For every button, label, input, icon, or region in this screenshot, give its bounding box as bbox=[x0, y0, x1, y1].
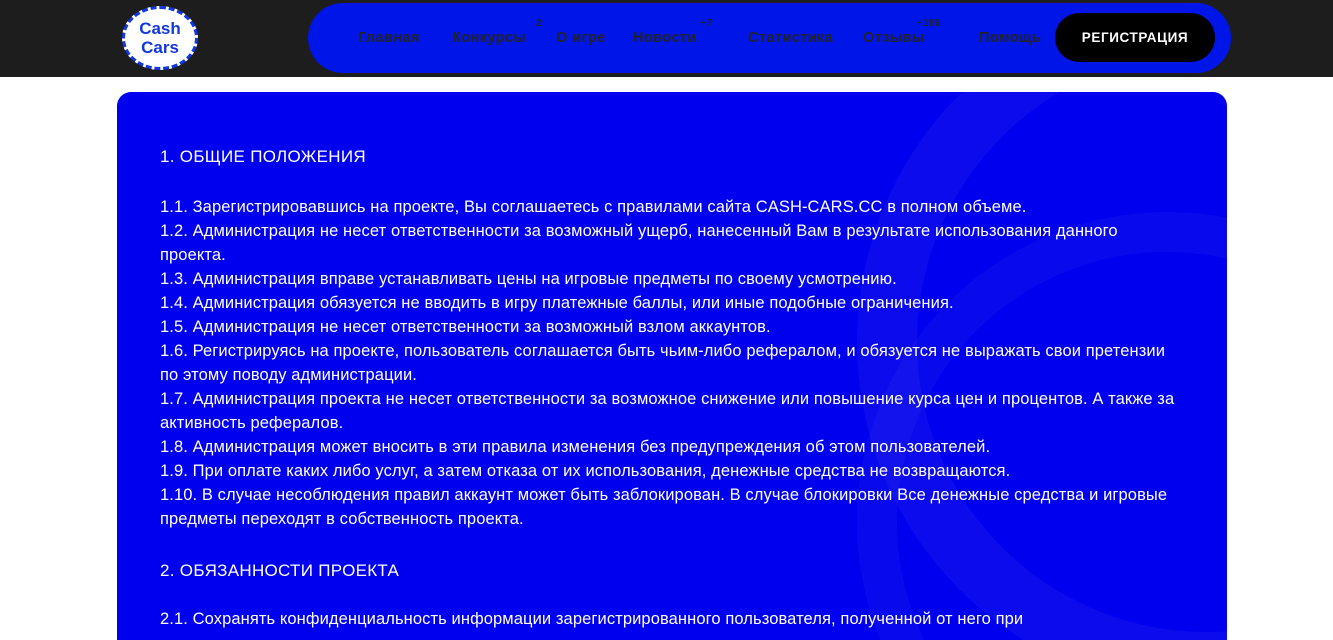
main-navigation bbox=[308, 3, 1231, 73]
rules-content bbox=[117, 92, 1227, 631]
nav-badge-otzyvy: +186 bbox=[916, 18, 941, 29]
nav-item-konkursy[interactable] bbox=[452, 18, 543, 46]
rule-clause: 1.2. Администрация не несет ответственности за возможный ущерб, нанесенный Вам в результате использования данного проекта. bbox=[160, 222, 1118, 264]
register-button[interactable]: РЕГИСТРАЦИЯ bbox=[1055, 13, 1215, 62]
rule-clause: 1.7. Администрация проекта не несет ответственности за возможное снижение или повышение курса цен и процентов. А также за активность рефералов. bbox=[160, 390, 1175, 432]
nav-item-glavnaya[interactable] bbox=[358, 30, 420, 46]
rule-clause: 1.4. Администрация обязуется не вводить в игру платежные баллы, или иные подобные ограничения. bbox=[160, 294, 954, 312]
rule-clause: 2.1. Сохранять конфиденциальность информации зарегистрированного пользователя, полученной от него при bbox=[160, 610, 1024, 628]
section-title-obligations: 2. ОБЯЗАННОСТИ ПРОЕКТА bbox=[160, 561, 400, 580]
nav-item-label: Конкурсы bbox=[452, 30, 527, 46]
nav-badge-novosti: +7 bbox=[700, 18, 713, 29]
rule-clause: 1.10. В случае несоблюдения правил аккаунт может быть заблокирован. В случае блокировки Все денежные средства и игровые предметы переходят в собственность проекта. bbox=[160, 486, 1168, 528]
nav-badge-konkursy: 2 bbox=[536, 18, 543, 29]
rule-clause: 1.5. Администрация не несет ответственности за возможный взлом аккаунтов. bbox=[160, 318, 771, 336]
nav-item-statistika[interactable] bbox=[748, 30, 833, 46]
header-inner bbox=[0, 0, 1333, 77]
rules-panel bbox=[117, 92, 1227, 640]
logo-text-line2: Cars bbox=[141, 38, 179, 57]
page-body bbox=[0, 77, 1333, 640]
rule-clause: 1.1. Зарегистрировавшись на проекте, Вы соглашаетесь с правилами сайта CASH-CARS.CC в полном объеме. bbox=[160, 198, 1027, 216]
nav-item-label: Помощь bbox=[979, 30, 1042, 46]
nav-item-otzyvy[interactable] bbox=[863, 18, 941, 46]
nav-item-label: Главная bbox=[358, 30, 420, 46]
site-header bbox=[0, 0, 1333, 77]
rule-clause: 1.8. Администрация может вносить в эти правила изменения без предупреждения об этом пользователей. bbox=[160, 438, 991, 456]
logo-text-line1: Cash bbox=[139, 19, 181, 38]
rule-clause: 1.3. Администрация вправе устанавливать цены на игровые предметы по своему усмотрению. bbox=[160, 270, 897, 288]
nav-item-pomosch[interactable] bbox=[979, 30, 1041, 46]
nav-item-label: Новости bbox=[633, 30, 697, 46]
nav-item-novosti[interactable] bbox=[633, 18, 713, 46]
nav-item-label: О игре bbox=[556, 30, 606, 46]
nav-item-label: Статистика bbox=[748, 30, 834, 46]
nav-item-o-igre[interactable] bbox=[556, 30, 606, 46]
rule-clause: 1.6. Регистрируясь на проекте, пользователь соглашается быть чьим-либо рефералом, и обязуется не выражать свои претензии по этому поводу администрации. bbox=[160, 342, 1166, 384]
section-title-general: 1. ОБЩИЕ ПОЛОЖЕНИЯ bbox=[160, 147, 366, 166]
rule-clause: 1.9. При оплате каких либо услуг, а затем отказа от их использования, денежные средства не возвращаются. bbox=[160, 462, 1011, 480]
nav-item-label: Отзывы bbox=[863, 30, 925, 46]
site-logo[interactable] bbox=[122, 6, 198, 70]
